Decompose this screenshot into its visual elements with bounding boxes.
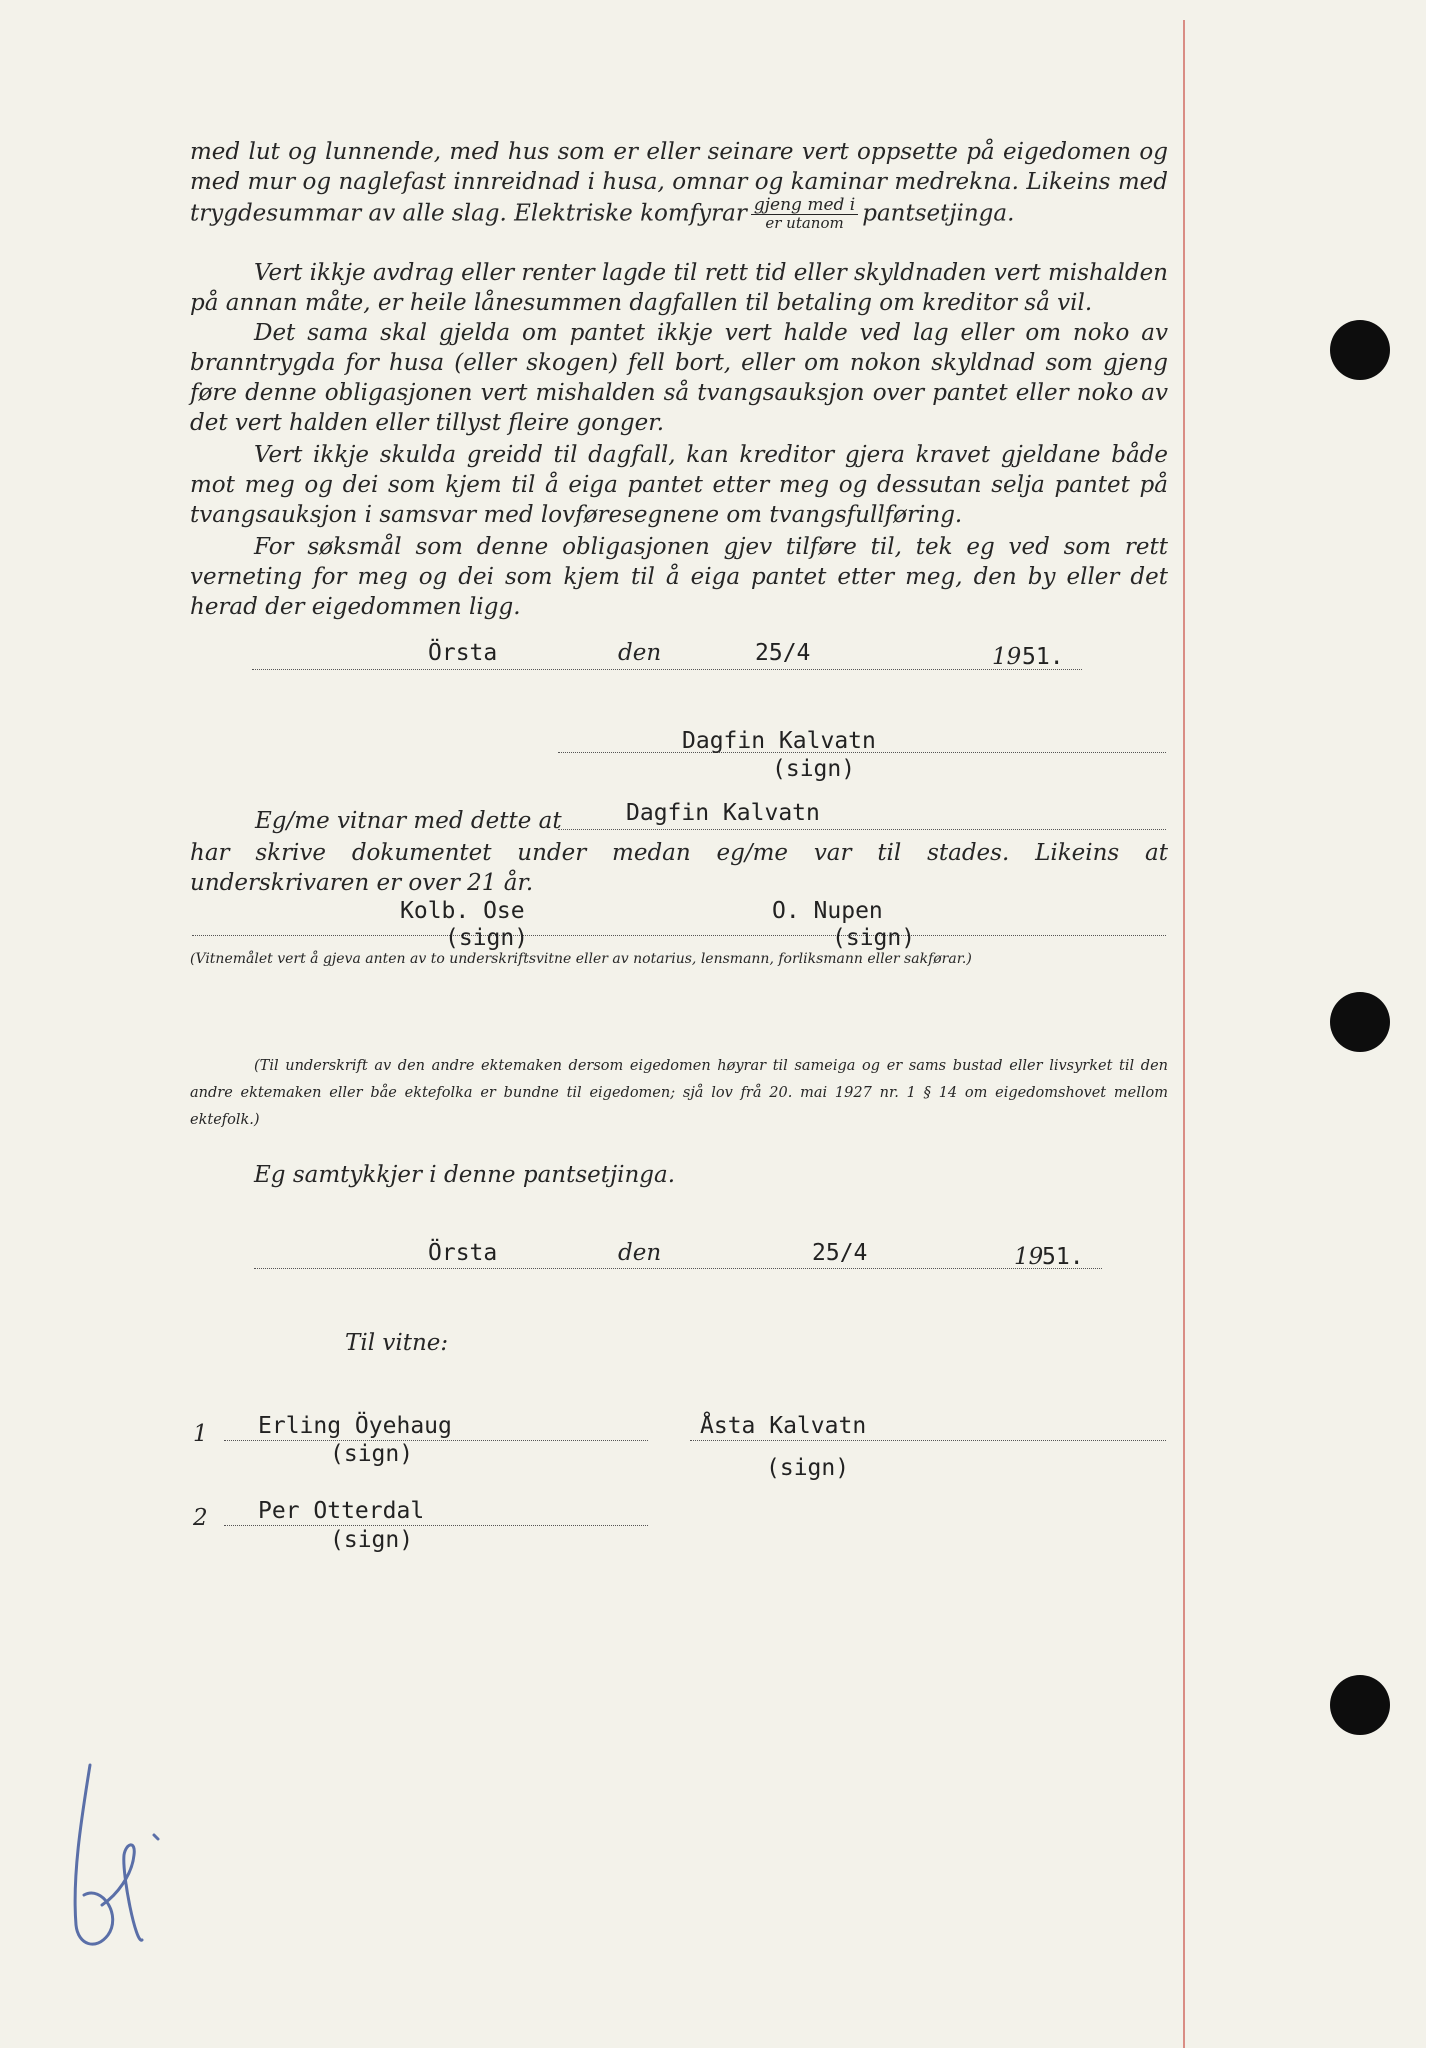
witness-rest: har skrive dokumentet under medan eg/me var til stades. Likeins at underskrivaren er over 21 år. bbox=[190, 840, 1168, 896]
sign-note: (sign) bbox=[772, 756, 856, 782]
debtor-name: Dagfin Kalvatn bbox=[682, 728, 876, 754]
til-vitne-label: Til vitne: bbox=[345, 1330, 449, 1356]
witness-name: O. Nupen bbox=[772, 898, 883, 924]
initials-stroke bbox=[102, 1845, 142, 1940]
place: Örsta bbox=[428, 1240, 498, 1266]
note-spouse: (Til underskrift av den andre ektemaken dersom eigedomen høyrar til sameiga og er sams bustad eller livsyrket til den andre ektemaken eller båe ektefolka er bundne til eigedomen; sjå lov frå 20. mai 1927 nr. 1 § 14 om eigedomshovet mellom ektefolk.) bbox=[190, 1058, 1168, 1128]
den-label: den bbox=[618, 1240, 662, 1266]
sign-note: (sign) bbox=[832, 925, 916, 951]
dotted-line bbox=[254, 1268, 1102, 1269]
paragraph-enforcement: Vert ikkje skulda greidd til dagfall, kan kreditor gjera kravet gjeldane både mot meg og dei som kjem til å eiga pantet etter meg og dessutan selja pantet på tvangsauksjon i samsvar med lovføresegnene om tvangsfullføring. bbox=[190, 442, 1168, 528]
paragraph-venue: For søksmål som denne obligasjonen gjev tilføre til, tek eg ved som rett verneting for meg og dei som kjem til å eiga pantet etter meg, den by eller det herad der eigedommen ligg. bbox=[190, 534, 1168, 620]
witnessed-name: Dagfin Kalvatn bbox=[626, 800, 820, 826]
note-witness: (Vitnemålet vert å gjeva anten av to underskriftsvitne eller av notarius, lensmann, forliksmann eller sakførar.) bbox=[190, 951, 972, 967]
initials-stroke bbox=[75, 1765, 113, 1944]
sign-note: (sign) bbox=[766, 1455, 850, 1481]
witness-name: Kolb. Ose bbox=[400, 898, 525, 924]
initials-stroke bbox=[154, 1835, 158, 1839]
paragraph-default: Vert ikkje avdrag eller renter lagde til rett tid eller skyldnaden vert mishalden på annan måte, er heile lånesummen dagfallen til betaling om kreditor så vil. bbox=[190, 260, 1168, 316]
dotted-line bbox=[224, 1525, 648, 1526]
spouse-name: Åsta Kalvatn bbox=[700, 1413, 867, 1439]
witness-number: 2 bbox=[193, 1505, 208, 1531]
dotted-line bbox=[690, 1440, 1166, 1441]
sign-note: (sign) bbox=[330, 1527, 414, 1553]
den-label: den bbox=[618, 640, 662, 666]
witness-name: Erling Öyehaug bbox=[258, 1413, 452, 1439]
consent-text: Eg samtykkjer i denne pantsetjinga. bbox=[254, 1162, 676, 1188]
dotted-line bbox=[252, 669, 1082, 670]
dotted-line bbox=[558, 829, 1166, 830]
paragraph-property: med lut og lunnende, med hus som er eller seinare vert oppsette på eigedomen og med mur og naglefast innreidnad i husa, omnar og kaminar medrekna. Likeins med trygdesummar av alle slag. Elektriske komfyrar $\frac{\text{gjeng med i}}{\text{er utanom}}$ pantsetjinga. bbox=[190, 139, 1168, 232]
witness-lead: Eg/me vitnar med dette at bbox=[255, 808, 562, 834]
sign-note: (sign) bbox=[330, 1441, 414, 1467]
sign-note: (sign) bbox=[445, 925, 529, 951]
year-prefix: 19 bbox=[1014, 1244, 1044, 1270]
dotted-line bbox=[224, 1440, 648, 1441]
date: 25/4 bbox=[812, 1240, 868, 1266]
date: 25/4 bbox=[755, 640, 811, 666]
witness-number: 1 bbox=[193, 1421, 208, 1447]
year-suffix: 51. bbox=[1042, 1244, 1084, 1270]
year-prefix: 19 bbox=[992, 644, 1022, 670]
binder-hole bbox=[1330, 992, 1390, 1052]
stove-fraction: $\frac{\text{gjeng med i}}{\text{er utanom}}$ bbox=[751, 197, 858, 232]
binder-hole bbox=[1330, 320, 1390, 380]
handwritten-initials bbox=[62, 1755, 182, 1955]
margin-line bbox=[1183, 20, 1185, 2048]
paragraph-insurance: Det sama skal gjelda om pantet ikkje vert halde ved lag eller om noko av branntrygda for husa (eller skogen) fell bort, eller om nokon skyldnad som gjeng føre denne obligasjonen vert mishalden så tvangsauksjon over pantet eller noko av det vert halden eller tillyst fleire gonger. bbox=[190, 320, 1168, 436]
year-suffix: 51. bbox=[1022, 644, 1064, 670]
dotted-line bbox=[192, 935, 1166, 936]
witness-name: Per Otterdal bbox=[258, 1498, 425, 1524]
place: Örsta bbox=[428, 640, 498, 666]
binder-hole bbox=[1330, 1675, 1390, 1735]
